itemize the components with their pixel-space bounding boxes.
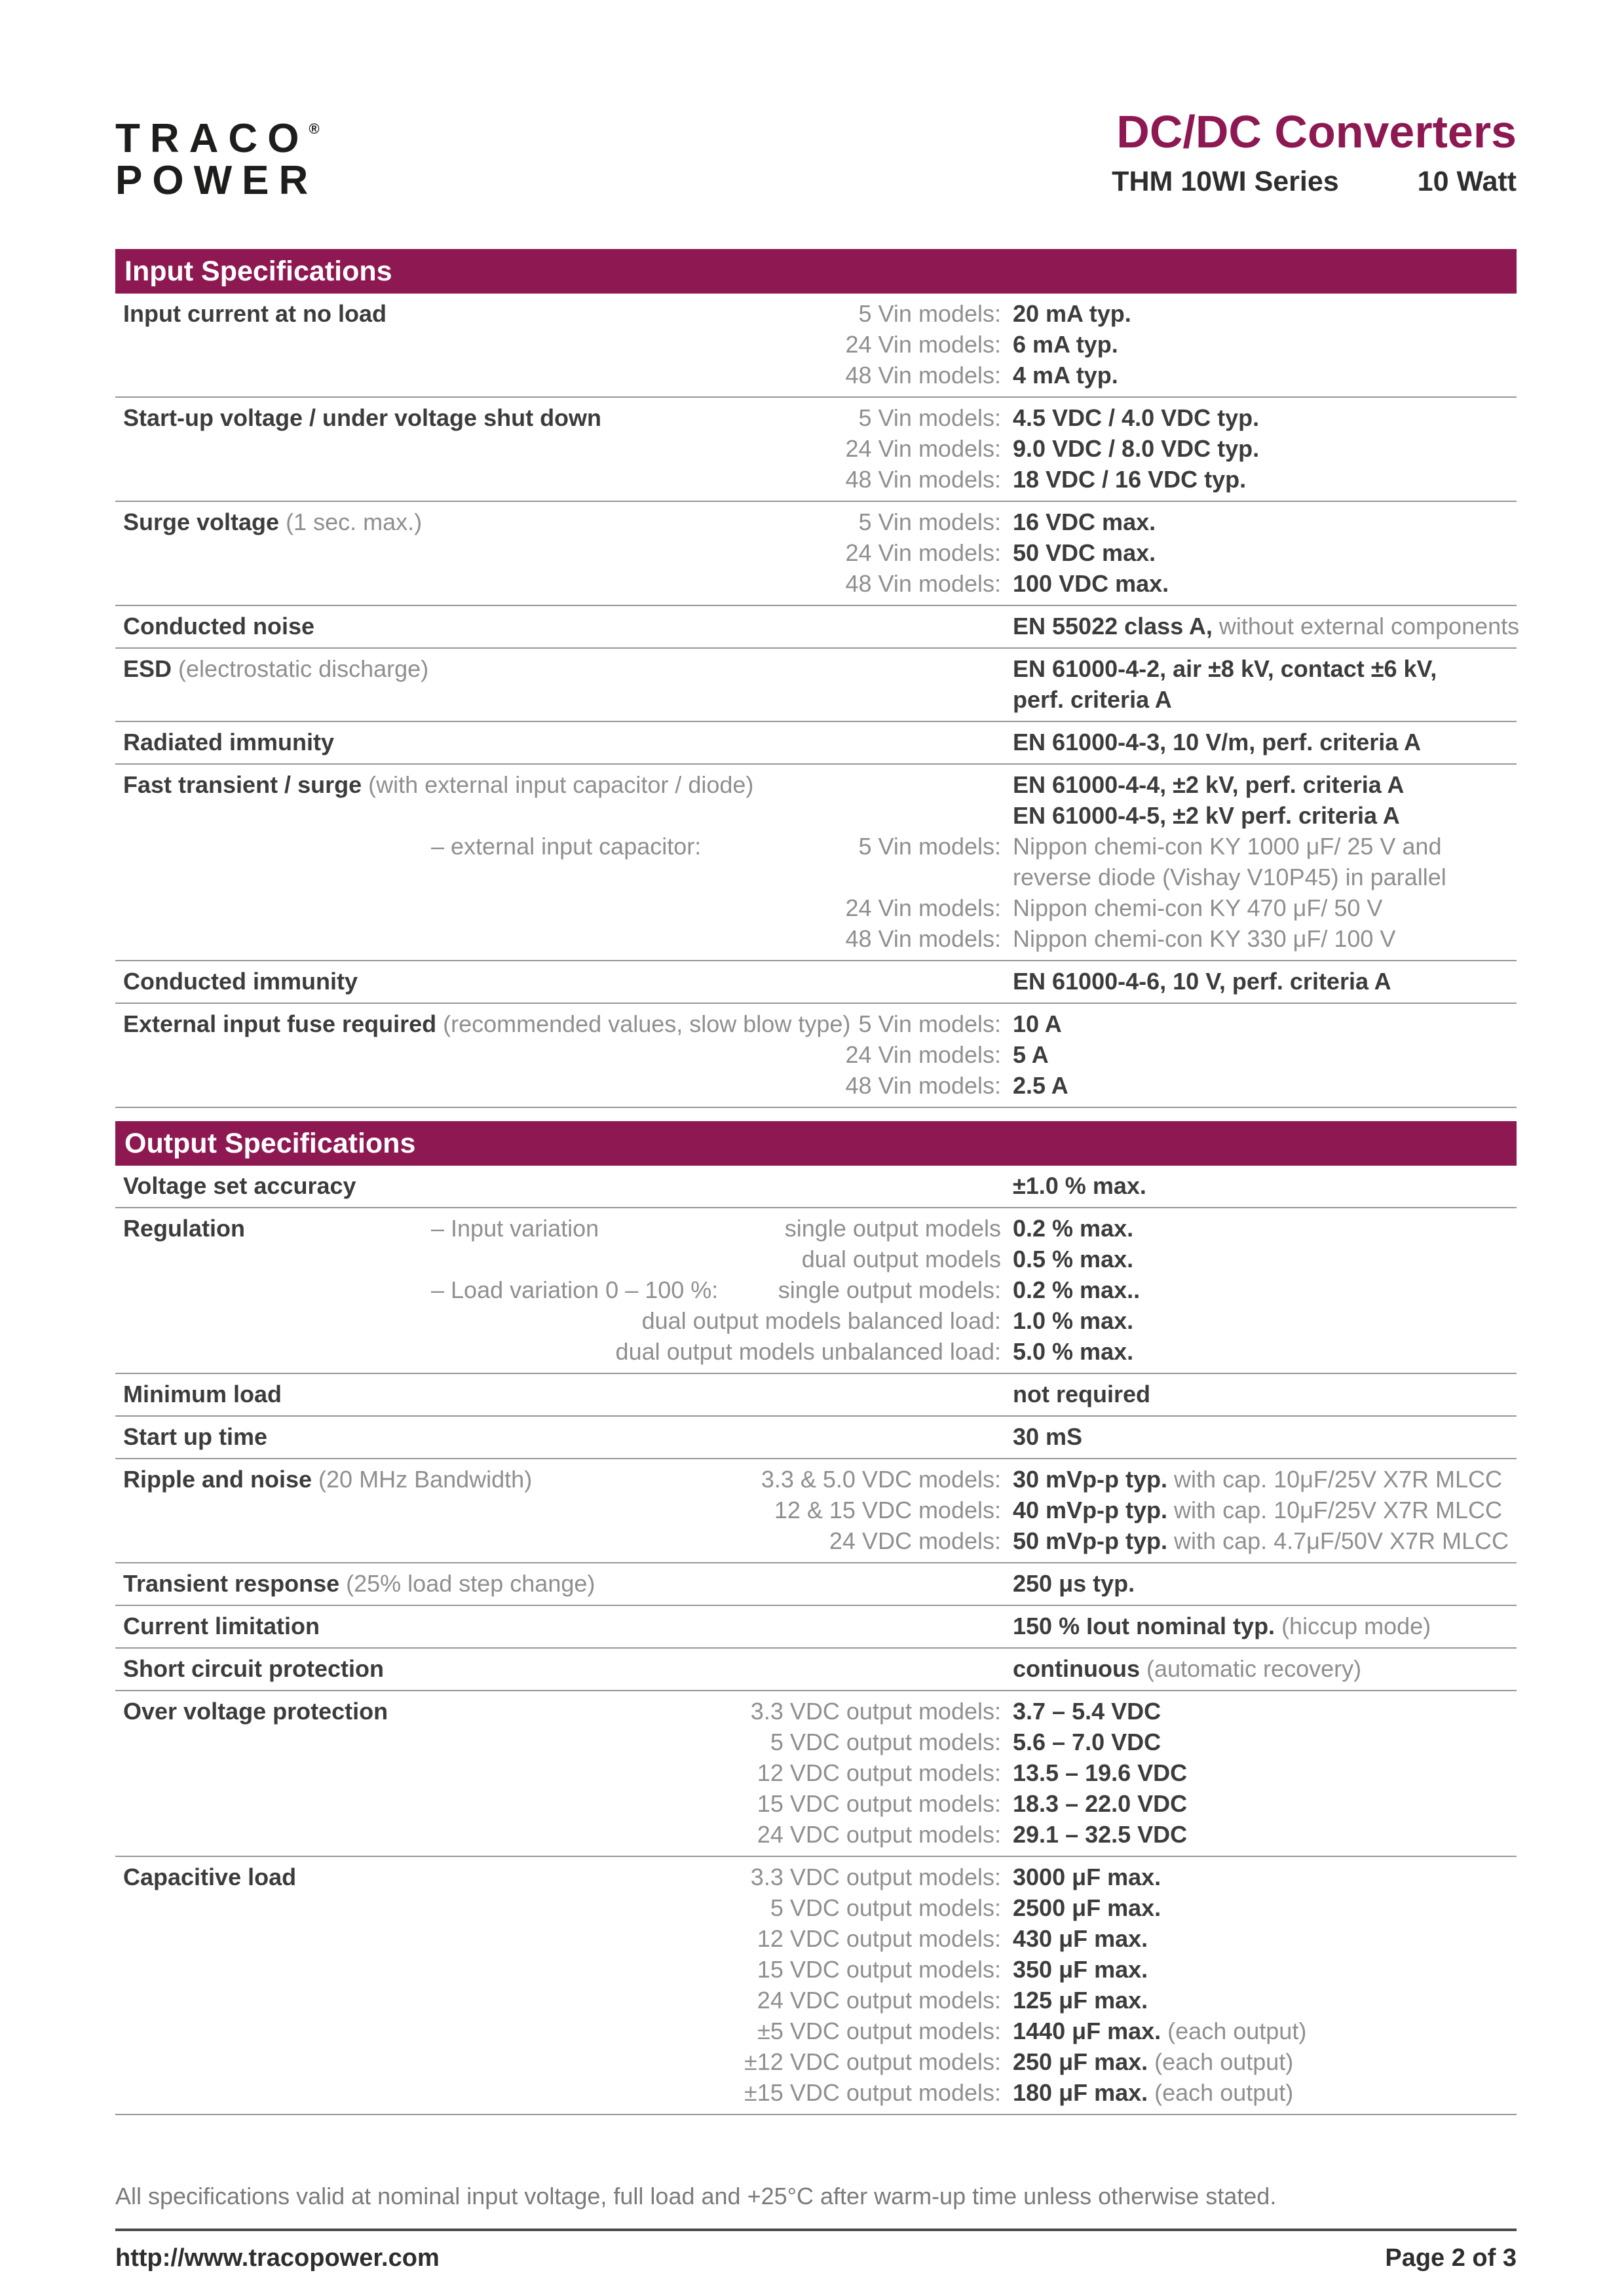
spec-line [115,1757,1517,1788]
spec-line [115,329,1517,360]
spec-label: ESD (electrostatic discharge) [123,655,429,682]
spec-row-capacitive-load [115,1857,1517,2115]
spec-label: Transient response (25% load step change) [123,1570,595,1597]
spec-value-note: Nippon chemi-con KY 330 μF/ 100 V [1013,925,1396,952]
spec-line [115,2046,1517,2077]
spec-value: 30 mS [1013,1423,1083,1450]
spec-value: 30 mVp-p typ. [1013,1466,1168,1493]
spec-value: 50 VDC max. [1013,539,1156,566]
spec-value: 3.7 – 5.4 VDC [1013,1698,1161,1725]
spec-value: ±1.0 % max. [1013,1172,1146,1199]
spec-line [115,433,1517,464]
spec-line [115,2077,1517,2108]
sub-condition-label: – Load variation 0 – 100 %: [431,1276,719,1303]
spec-label: Minimum load [123,1381,282,1407]
document-subtitle [1112,166,1517,198]
spec-value: 10 A [1013,1010,1062,1037]
spec-value: 1440 μF max. [1013,2018,1161,2044]
spec-line [115,1985,1517,2016]
condition-label: dual output models unbalanced load: [615,1338,1001,1365]
condition-label: 24 VDC output models: [757,1821,1001,1848]
section-header-input-specifications: Input Specifications [115,249,1517,294]
spec-value: EN 61000-4-5, ±2 kV perf. criteria A [1013,802,1400,829]
spec-label: Over voltage protection [123,1698,388,1725]
spec-line [115,831,1517,862]
spec-value: EN 61000-4-6, 10 V, perf. criteria A [1013,968,1391,995]
spec-row-external-input-fuse-required [115,1004,1517,1108]
condition-label: dual output models [801,1246,1001,1272]
spec-line [115,1379,1517,1409]
spec-value: 5 A [1013,1041,1049,1068]
spec-line [115,1611,1517,1641]
spec-line [115,611,1520,641]
spec-row-regulation [115,1208,1517,1374]
spec-line [115,568,1517,599]
spec-value-note: Nippon chemi-con KY 1000 μF/ 25 V and [1013,833,1442,860]
condition-label: 12 VDC output models: [757,1759,1001,1786]
spec-line [115,892,1517,923]
spec-line [115,1039,1517,1070]
spec-label: Fast transient / surge (with external input capacitor / diode) [123,771,754,798]
spec-row-esd [115,649,1517,722]
spec-value: 100 VDC max. [1013,570,1169,597]
condition-label: 12 & 15 VDC models: [774,1497,1001,1523]
spec-label: External input fuse required (recommended values, slow blow type) [123,1010,851,1037]
spec-row-input-current-at-no-load [115,294,1517,398]
spec-value: 29.1 – 32.5 VDC [1013,1821,1188,1848]
condition-label: 3.3 VDC output models: [750,1698,1001,1725]
spec-value-note: (each output) [1161,2018,1307,2044]
condition-label: 24 Vin models: [845,1041,1001,1068]
spec-label: Start-up voltage / under voltage shut down [123,404,602,431]
condition-label: 5 VDC output models: [770,1729,1001,1755]
spec-line [115,1525,1517,1556]
spec-value: 0.2 % max. [1013,1215,1134,1242]
spec-value: 40 mVp-p typ. [1013,1497,1168,1523]
spec-label: Conducted noise [123,613,315,640]
spec-row-current-limitation [115,1606,1517,1649]
spec-value: EN 61000-4-3, 10 V/m, perf. criteria A [1013,729,1421,756]
spec-value-note: with cap. 4.7μF/50V X7R MLCC [1167,1527,1509,1554]
spec-line [115,1954,1517,1985]
spec-value: 350 μF max. [1013,1956,1148,1983]
spec-row-start-up-voltage-under-voltage-shut-down [115,398,1517,502]
condition-label: 12 VDC output models: [757,1925,1001,1952]
spec-value-note: (each output) [1148,2079,1294,2106]
spec-value: 430 μF max. [1013,1925,1148,1952]
condition-label: 15 VDC output models: [757,1790,1001,1817]
condition-label: 24 VDC models: [829,1527,1001,1554]
condition-label: 24 VDC output models: [757,1987,1001,2014]
spec-line [115,1727,1517,1757]
wattage: 10 Watt [1417,166,1517,197]
spec-line [115,1819,1517,1850]
condition-label: ±12 VDC output models: [744,2048,1001,2075]
spec-row-ripple-and-noise [115,1459,1517,1563]
spec-label: Voltage set accuracy [123,1172,356,1199]
sub-condition-label: – Input variation [431,1215,599,1242]
spec-value-note: with cap. 10μF/25V X7R MLCC [1167,1497,1502,1523]
spec-line [115,862,1517,892]
condition-label: 5 Vin models: [858,1010,1001,1037]
spec-value: 9.0 VDC / 8.0 VDC typ. [1013,435,1260,462]
spec-row-radiated-immunity [115,722,1517,765]
spec-value: 18 VDC / 16 VDC typ. [1013,466,1247,493]
spec-value: 4.5 VDC / 4.0 VDC typ. [1013,404,1260,431]
condition-label: single output models: [778,1276,1001,1303]
footer-divider [115,2229,1517,2231]
spec-line [115,1070,1517,1101]
condition-label: 48 Vin models: [845,925,1001,952]
website-url: http://www.tracopower.com [115,2244,440,2272]
spec-label: Conducted immunity [123,968,358,995]
section-header-output-specifications: Output Specifications [115,1121,1517,1166]
spec-line [115,1862,1517,1892]
condition-label: 15 VDC output models: [757,1956,1001,1983]
spec-value: EN 61000-4-2, air ±8 kV, contact ±6 kV, [1013,655,1437,682]
spec-value: perf. criteria A [1013,686,1172,713]
spec-value: 125 μF max. [1013,1987,1148,2014]
spec-row-surge-voltage [115,502,1517,606]
page-header [115,108,1517,202]
spec-line [115,1336,1517,1367]
spec-row-start-up-time [115,1417,1517,1459]
spec-value: 6 mA typ. [1013,331,1118,358]
spec-row-transient-response [115,1563,1517,1606]
condition-label: 3.3 & 5.0 VDC models: [761,1466,1001,1493]
condition-label: 48 Vin models: [845,362,1001,389]
spec-label: Short circuit protection [123,1655,385,1682]
footer-note: All specifications valid at nominal input voltage, full load and +25°C after warm-up time unless otherwise stated. [115,2183,1277,2210]
condition-label: 24 Vin models: [845,539,1001,566]
spec-value-note: reverse diode (Vishay V10P45) in parallel [1013,864,1446,890]
spec-value: 150 % Iout nominal typ. [1013,1613,1275,1639]
condition-label: 48 Vin models: [845,1072,1001,1099]
document-title: DC/DC Converters [1116,106,1517,157]
spec-value: 18.3 – 22.0 VDC [1013,1790,1188,1817]
spec-line [115,2016,1517,2046]
spec-line [115,684,1517,715]
spec-value-note: Nippon chemi-con KY 470 μF/ 50 V [1013,894,1383,921]
page-number: Page 2 of 3 [1385,2244,1517,2272]
spec-value: 180 μF max. [1013,2079,1148,2106]
spec-value-note: (automatic recovery) [1139,1655,1362,1682]
spec-row-short-circuit-protection [115,1649,1517,1691]
spec-row-voltage-set-accuracy [115,1166,1517,1208]
condition-label: 48 Vin models: [845,466,1001,493]
spec-value-note: with cap. 10μF/25V X7R MLCC [1167,1466,1502,1493]
spec-value: EN 61000-4-4, ±2 kV, perf. criteria A [1013,771,1405,798]
spec-value: 5.0 % max. [1013,1338,1134,1365]
condition-label: 24 Vin models: [845,435,1001,462]
spec-line [115,1274,1517,1305]
spec-value-note: (hiccup mode) [1275,1613,1431,1639]
spec-value: continuous [1013,1655,1140,1682]
spec-value-note: (each output) [1148,2048,1294,2075]
spec-row-conducted-noise [115,606,1520,649]
spec-label: Radiated immunity [123,729,335,756]
logo-line-1: TRACO® [115,116,320,161]
spec-row-conducted-immunity [115,961,1517,1004]
spec-label: Capacitive load [123,1864,297,1890]
spec-value: 0.5 % max. [1013,1246,1134,1272]
spec-line [115,1305,1517,1336]
spec-value: 250 μF max. [1013,2048,1148,2075]
spec-label: Regulation [123,1215,245,1242]
spec-row-minimum-load [115,1374,1517,1417]
spec-value: 1.0 % max. [1013,1307,1134,1334]
condition-label: 5 VDC output models: [770,1894,1001,1921]
spec-value: 2500 μF max. [1013,1894,1161,1921]
spec-line [115,1213,1517,1244]
spec-value: 20 mA typ. [1013,300,1131,327]
condition-label: dual output models balanced load: [641,1307,1001,1334]
spec-value: EN 55022 class A, [1013,613,1213,640]
spec-row-over-voltage-protection [115,1691,1517,1857]
condition-label: 3.3 VDC output models: [750,1864,1001,1890]
spec-line [115,537,1517,568]
spec-row-fast-transient-surge [115,765,1517,961]
series-name: THM 10WI Series [1112,166,1339,197]
spec-line [115,1421,1517,1452]
spec-line [115,1892,1517,1923]
condition-label: single output models [784,1215,1001,1242]
footer-bar [115,2244,1517,2272]
logo-line-2: POWER [115,158,318,203]
spec-label: Surge voltage (1 sec. max.) [123,508,423,535]
spec-value-note: without external components [1212,613,1520,640]
registered-trademark-icon: ® [309,121,320,137]
condition-label: ±5 VDC output models: [757,2018,1001,2044]
spec-table [115,249,1520,2115]
spec-value: 50 mVp-p typ. [1013,1527,1168,1554]
spec-label: Ripple and noise (20 MHz Bandwidth) [123,1466,533,1493]
spec-line [115,1495,1517,1525]
sub-condition-label: – external input capacitor: [431,833,702,860]
traco-power-logo [115,108,320,202]
spec-label: Start up time [123,1423,268,1450]
spec-value: 4 mA typ. [1013,362,1118,389]
spec-line [115,1923,1517,1954]
spec-label: Current limitation [123,1613,320,1639]
spec-value: 3000 μF max. [1013,1864,1161,1890]
condition-label: 5 Vin models: [858,300,1001,327]
spec-value: 5.6 – 7.0 VDC [1013,1729,1161,1755]
condition-label: 5 Vin models: [858,508,1001,535]
spec-line [115,923,1517,954]
spec-value: 250 μs typ. [1013,1570,1135,1597]
condition-label: 24 Vin models: [845,331,1001,358]
spec-line [115,800,1517,831]
spec-value: 16 VDC max. [1013,508,1156,535]
spec-line [115,464,1517,495]
spec-line [115,360,1517,391]
condition-label: 48 Vin models: [845,570,1001,597]
spec-line [115,1244,1517,1274]
condition-label: 5 Vin models: [858,404,1001,431]
spec-label: Input current at no load [123,300,387,327]
spec-value: 0.2 % max.. [1013,1276,1141,1303]
condition-label: 5 Vin models: [858,833,1001,860]
title-block [1112,108,1517,198]
condition-label: 24 Vin models: [845,894,1001,921]
spec-value: 13.5 – 19.6 VDC [1013,1759,1188,1786]
spec-value: 2.5 A [1013,1072,1068,1099]
spec-value: not required [1013,1381,1151,1407]
condition-label: ±15 VDC output models: [744,2079,1001,2106]
spec-line [115,1788,1517,1819]
